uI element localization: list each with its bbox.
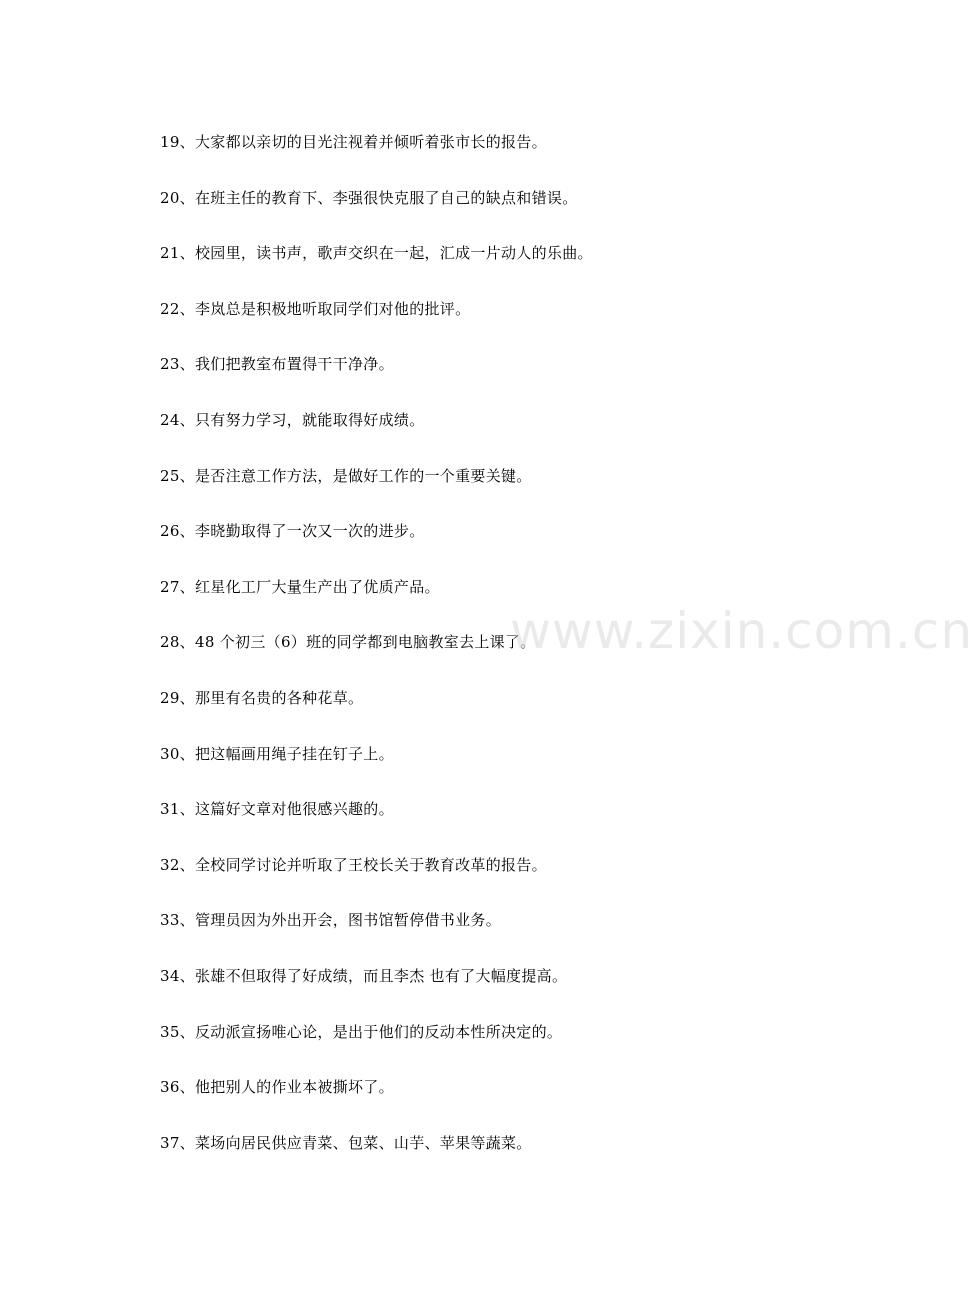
sentence-34: 34、张雄不但取得了好成绩，而且李杰 也有了大幅度提高。: [160, 966, 568, 985]
sentence-29: 29、那里有名贵的各种花草。: [160, 688, 364, 707]
sentence-36: 36、他把别人的作业本被撕坏了。: [160, 1078, 394, 1097]
sentence-32: 32、全校同学讨论并听取了王校长关于教育改革的报告。: [160, 855, 547, 874]
sentence-20: 20、在班主任的教育下、李强很快克服了自己的缺点和错误。: [160, 188, 578, 207]
sentence-27: 27、红星化工厂大量生产出了优质产品。: [160, 577, 440, 596]
sentence-24: 24、只有努力学习，就能取得好成绩。: [160, 410, 425, 429]
sentence-19: 19、大家都以亲切的目光注视着并倾听着张市长的报告。: [160, 133, 547, 151]
sentence-21: 21、校园里，读书声，歌声交织在一起，汇成一片动人的乐曲。: [160, 244, 593, 263]
sentence-30: 30、把这幅画用绳子挂在钉子上。: [160, 744, 394, 763]
sentence-23: 23、我们把教室布置得干干净净。: [160, 355, 394, 374]
sentence-28: 28、48 个初三（6）班的同学都到电脑教室去上课了。: [160, 633, 536, 652]
sentence-25: 25、是否注意工作方法，是做好工作的一个重要关键。: [160, 466, 532, 485]
sentence-22: 22、李岚总是积极地听取同学们对他的批评。: [160, 299, 471, 318]
sentence-35: 35、反动派宣扬唯心论，是出于他们的反动本性所决定的。: [160, 1022, 563, 1041]
watermark-logo: www.zixin.com.cn: [510, 602, 973, 660]
sentence-31: 31、这篇好文章对他很感兴趣的。: [160, 800, 394, 819]
sentence-37: 37、菜场向居民供应青菜、包菜、山芋、苹果等蔬菜。: [160, 1133, 532, 1152]
sentence-26: 26、李晓勤取得了一次又一次的进步。: [160, 522, 425, 541]
sentence-33: 33、管理员因为外出开会，图书馆暂停借书业务。: [160, 911, 501, 930]
